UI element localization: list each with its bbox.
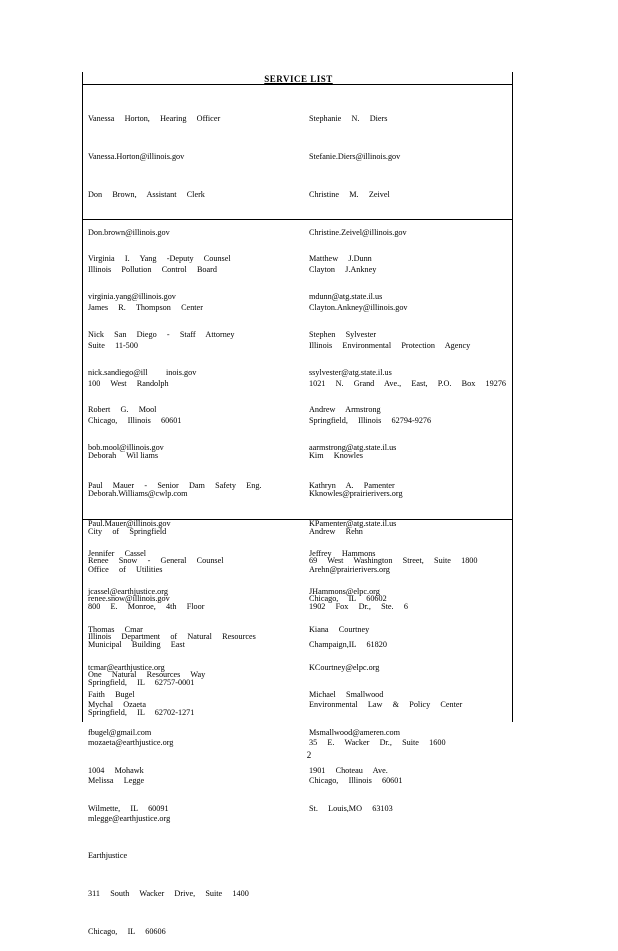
contact-line: Paul Mauer - Senior Dam Safety Eng.	[88, 480, 262, 490]
contact-line: Renee Snow - General Counsel	[88, 556, 224, 566]
contact-line: Champaign,IL 61820	[309, 640, 387, 650]
page-number: 2	[306, 750, 312, 760]
contact-email[interactable]: mozaeta@earthjustice.org	[88, 738, 174, 748]
contact-line: Jennifer Cassel	[88, 549, 146, 559]
contact-line: 800 E. Monroe, 4th Floor	[88, 602, 205, 612]
contact-email[interactable]: Msmallwood@ameren.com	[309, 727, 400, 737]
contact-email[interactable]: mdunn@atg.state.il.us	[309, 291, 383, 301]
contact-email[interactable]: Arehn@prairierivers.org	[309, 564, 390, 574]
contact-line: Robert G. Mool	[88, 405, 157, 415]
contact-line: Springfield, Illinois 62794-9276	[309, 416, 432, 426]
contact-line: One Natural Resources Way	[88, 669, 206, 679]
contact-email[interactable]: renee.snow@illinois.gov	[88, 594, 170, 604]
contact-line: Don Brown, Assistant Clerk	[88, 189, 205, 199]
contact-line: Kim Knowles	[309, 451, 363, 461]
contact-line: Environmental Law & Policy Center	[309, 700, 463, 710]
contact-email[interactable]: KPamenter@atg.state.il.us	[309, 518, 397, 528]
contact-email[interactable]: bob.mool@illinois.gov	[88, 443, 164, 453]
contact-line: 1902 Fox Dr., Ste. 6	[309, 602, 408, 612]
contact-email[interactable]: aarmstrong@atg.state.il.us	[309, 443, 397, 453]
contact-email[interactable]: virginia.yang@illinois.gov	[88, 291, 176, 301]
contact-line: Wilmette, IL 60091	[88, 803, 169, 813]
contact-line: Suite 11-500	[88, 340, 138, 350]
contact-email[interactable]: Clayton.Ankney@illinois.gov	[309, 303, 408, 313]
contact-email[interactable]: JHammons@elpc.org	[309, 586, 380, 596]
contact-email[interactable]: Paul.Mauer@illinois.gov	[88, 518, 171, 528]
contact-line: 1004 Mohawk	[88, 765, 144, 775]
contact-email[interactable]: KCourtney@elpc.org	[309, 662, 380, 672]
contact-line: Illinois Environmental Protection Agency	[309, 340, 471, 350]
title-underline-rule	[82, 84, 513, 85]
contact-line: Virginia I. Yang -Deputy Counsel	[88, 254, 231, 264]
contact-line: 1021 N. Grand Ave., East, P.O. Box 19276	[309, 378, 507, 388]
contact-email[interactable]: Stefanie.Diers@illinois.gov	[309, 151, 401, 161]
contact-block-left-5	[88, 664, 169, 828]
contact-line: 69 West Washington Street, Suite 1800	[309, 556, 478, 566]
contact-line: Stephanie N. Diers	[309, 114, 388, 124]
contact-line: 100 West Randolph	[88, 378, 169, 388]
contact-line: Andrew Rehn	[309, 526, 363, 536]
contact-line: Faith Bugel	[88, 690, 135, 700]
contact-line: Municipal Building East	[88, 640, 185, 650]
contact-line: Kiana Courtney	[309, 624, 370, 634]
contact-line: Illinois Department of Natural Resources	[88, 632, 256, 641]
contact-line: Matthew J.Dunn	[309, 254, 372, 264]
contact-line: City of Springfield	[88, 526, 167, 536]
contact-line: Chicago, IL 60602	[309, 594, 387, 604]
contact-line: Mychal Ozaeta	[88, 700, 146, 710]
contact-email[interactable]: mlegge@earthjustice.org	[88, 813, 171, 823]
contact-line: Stephen Sylvester	[309, 329, 377, 339]
contact-line: Illinois Pollution Control Board	[88, 265, 217, 275]
contact-email[interactable]: fbugel@gmail.com	[88, 727, 152, 737]
contact-email[interactable]: Don.brown@illinois.gov	[88, 227, 170, 237]
contact-line: Andrew Armstrong	[309, 405, 381, 415]
contact-line: Kathryn A. Pamenter	[309, 480, 395, 490]
contact-email[interactable]: nick.sandiego@ill inois.gov	[88, 367, 197, 377]
contact-line: Christine M. Zeivel	[309, 189, 390, 199]
contact-line: Chicago, IL 60606	[88, 927, 166, 936]
contact-line: Deborah Wil liams	[88, 451, 159, 461]
contact-block-right-5	[309, 664, 400, 828]
contact-line: 311 South Wacker Drive, Suite 1400	[88, 889, 249, 899]
contact-email[interactable]: jcassel@earthjustice.org	[88, 586, 168, 596]
contact-line: 1901 Choteau Ave.	[309, 765, 388, 775]
contact-line: Melissa Legge	[88, 775, 145, 785]
contact-line: Springfield, IL 62702-1271	[88, 707, 195, 717]
contact-line: Vanessa Horton, Hearing Officer	[88, 114, 221, 124]
contact-email[interactable]: Kknowles@prairierivers.org	[309, 488, 403, 498]
contact-line: Clayton J.Ankney	[309, 265, 377, 275]
contact-line: Office of Utilities	[88, 564, 163, 574]
contact-line: Thomas Cmar	[88, 624, 143, 634]
contact-line: Earthjustice	[88, 851, 128, 861]
contact-line: Springfield, IL 62757-0001	[88, 677, 195, 687]
contact-line: Chicago, Illinois 60601	[309, 775, 403, 785]
service-list-title: SERVICE LIST	[264, 74, 333, 84]
contact-email[interactable]: Deborah.Williams@cwlp.com	[88, 488, 188, 498]
contact-email[interactable]: Christine.Zeivel@illinois.gov	[309, 227, 407, 237]
contact-email[interactable]: Vanessa.Horton@illinois.gov	[88, 151, 185, 161]
contact-line: Chicago, Illinois 60601	[88, 416, 182, 426]
contact-line: St. Louis,MO 63103	[309, 803, 393, 813]
contact-line: Jeffrey Hammons	[309, 549, 376, 559]
contact-email[interactable]: ssylvester@atg.state.il.us	[309, 367, 392, 377]
contact-line: Nick San Diego - Staff Attorney	[88, 329, 235, 339]
contact-line: Michael Smallwood	[309, 690, 384, 700]
contact-email[interactable]: tcmar@earthjustice.org	[88, 662, 165, 672]
contact-line: James R. Thompson Center	[88, 303, 203, 313]
contact-line: 35 E. Wacker Dr., Suite 1600	[309, 738, 446, 748]
